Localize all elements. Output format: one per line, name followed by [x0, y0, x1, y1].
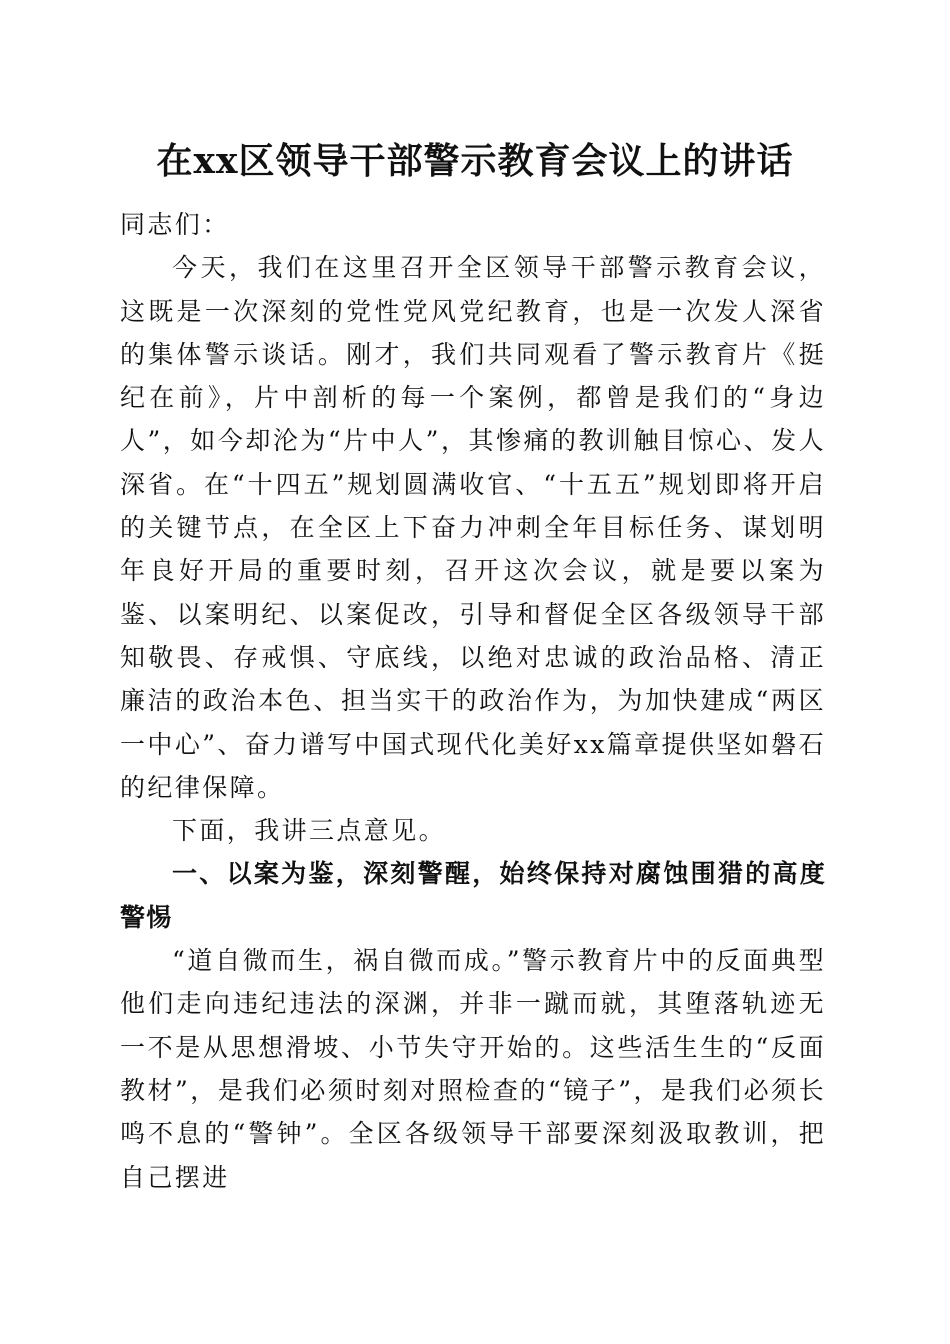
- intro-paragraph: 今天，我们在这里召开全区领导干部警示教育会议，这既是一次深刻的党性党风党纪教育，也是一次发人深省的集体警示谈话。刚才，我们共同观看了警示教育片《挺纪在前》，片中剖析的每一个案例，都曾是我们的“身边人”，如今却沦为“片中人”，其惨痛的教训触目惊心、发人深省。在“十四五”规划圆满收官、“十五五”规划即将开启的关键节点，在全区上下奋力冲刺全年目标任务、谋划明年良好开局的重要时刻，召开这次会议，就是要以案为鉴、以案明纪、以案促改，引导和督促全区各级领导干部知敬畏、存戒惧、守底线，以绝对忠诚的政治品格、清正廉洁的政治本色、担当实干的政治作为，为加快建成“两区一中心”、奋力谱写中国式现代化美好xx篇章提供坚如磐石的纪律保障。: [120, 253, 826, 802]
- transition-paragraph: 下面，我讲三点意见。: [172, 816, 447, 846]
- document-title: 在xx区领导干部警示教育会议上的讲话: [156, 140, 794, 182]
- section-paragraph: “道自微而生，祸自微而成。”警示教育片中的反面典型他们走向违纪违法的深渊，并非一蹴而就，其堕落轨迹无一不是从思想滑坡、小节失守开始的。这些活生生的“反面教材”，是我们必须时刻对照检查的“镜子”，是我们必须长鸣不息的“警钟”。全区各级领导干部要深刻汲取教训，把自己摆进: [120, 946, 826, 1192]
- section-heading: 一、以案为鉴，深刻警醒，始终保持对腐蚀围猎的高度警惕: [120, 859, 826, 932]
- document-body: [120, 203, 826, 1199]
- salutation: 同志们：: [120, 210, 230, 239]
